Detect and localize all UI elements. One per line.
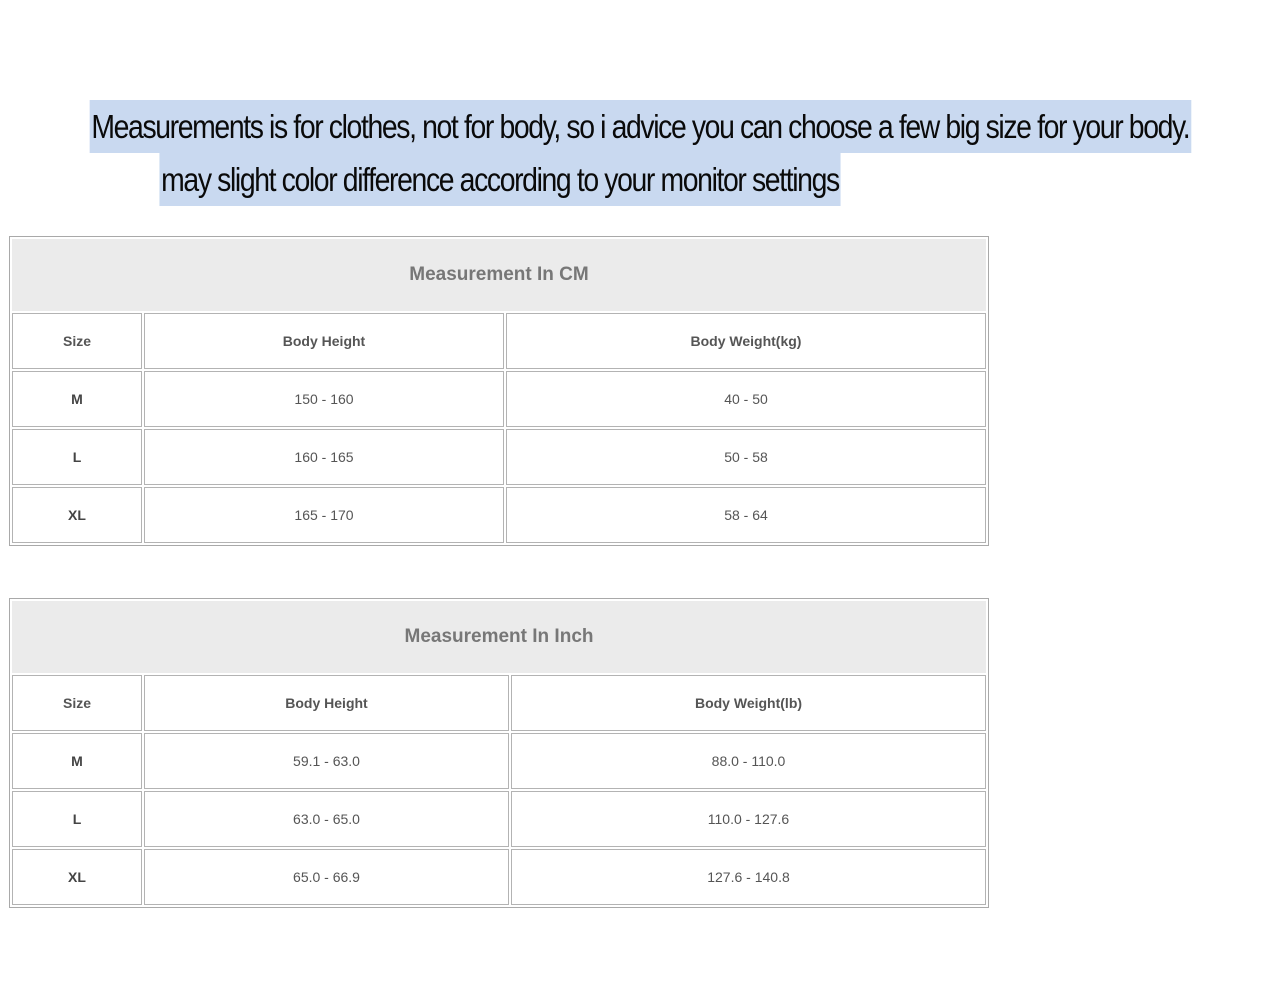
notice-line-1: Measurements is for clothes, not for body, so i advice you can choose a few big size for your body.	[90, 100, 1191, 153]
weight-cell: 50 - 58	[506, 429, 986, 485]
height-cell: 160 - 165	[144, 429, 504, 485]
table-row	[12, 487, 986, 543]
table-header-row	[12, 313, 986, 369]
size-cell: L	[12, 791, 142, 847]
table-title: Measurement In CM	[12, 239, 986, 311]
table-title: Measurement In Inch	[12, 601, 986, 673]
header-size: Size	[12, 313, 142, 369]
notice-line-2: may slight color difference according to your monitor settings	[159, 153, 840, 206]
height-cell: 63.0 - 65.0	[144, 791, 509, 847]
table-row	[12, 791, 986, 847]
weight-cell: 58 - 64	[506, 487, 986, 543]
header-body-weight: Body Weight(kg)	[506, 313, 986, 369]
weight-cell: 88.0 - 110.0	[511, 733, 986, 789]
height-cell: 165 - 170	[144, 487, 504, 543]
sizing-notice	[0, 100, 1190, 206]
weight-cell: 110.0 - 127.6	[511, 791, 986, 847]
size-cell: M	[12, 733, 142, 789]
height-cell: 65.0 - 66.9	[144, 849, 509, 905]
table-row	[12, 733, 986, 789]
size-cell: XL	[12, 849, 142, 905]
size-cell: M	[12, 371, 142, 427]
size-table-cm	[9, 236, 989, 546]
table-row	[12, 849, 986, 905]
header-size: Size	[12, 675, 142, 731]
size-table-inch	[9, 598, 989, 908]
weight-cell: 40 - 50	[506, 371, 986, 427]
header-body-height: Body Height	[144, 313, 504, 369]
header-body-height: Body Height	[144, 675, 509, 731]
table-row	[12, 429, 986, 485]
weight-cell: 127.6 - 140.8	[511, 849, 986, 905]
size-cell: XL	[12, 487, 142, 543]
header-body-weight: Body Weight(lb)	[511, 675, 986, 731]
table-header-row	[12, 675, 986, 731]
size-cell: L	[12, 429, 142, 485]
height-cell: 59.1 - 63.0	[144, 733, 509, 789]
table-row	[12, 371, 986, 427]
height-cell: 150 - 160	[144, 371, 504, 427]
